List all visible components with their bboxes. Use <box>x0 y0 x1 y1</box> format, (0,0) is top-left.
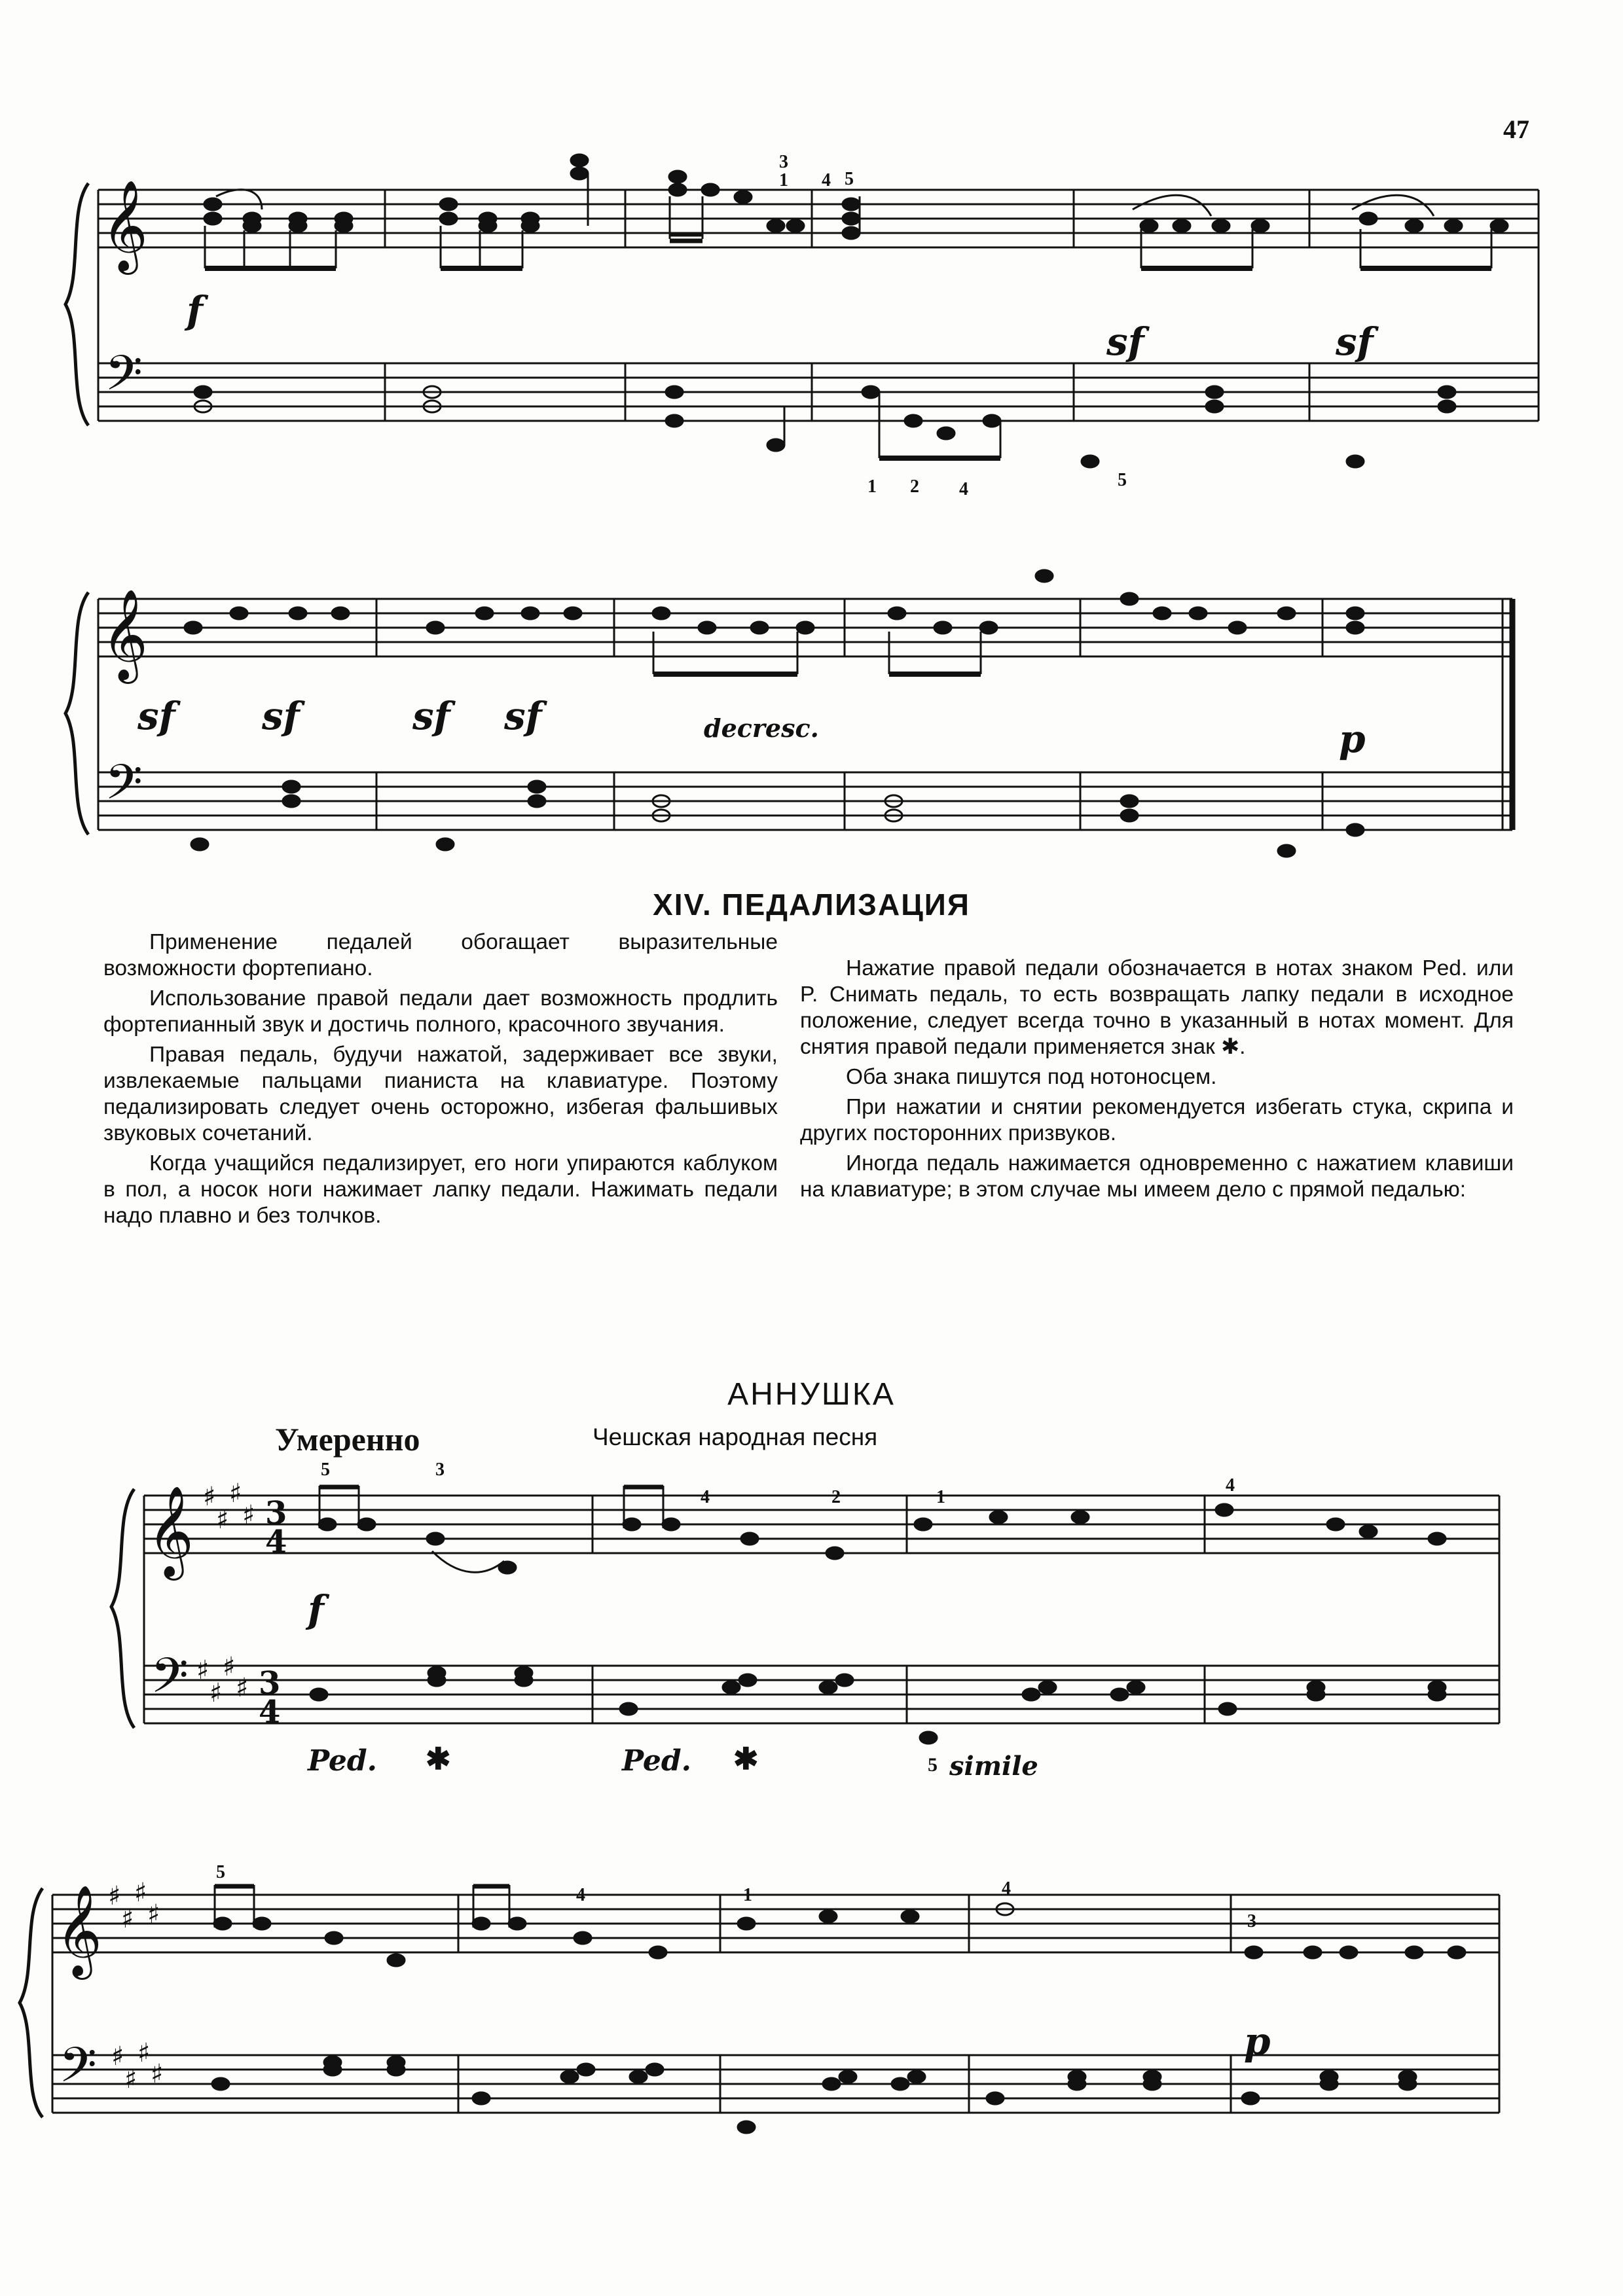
left-column <box>103 929 778 1233</box>
decresc-mark: decresc. <box>704 713 819 743</box>
treble-staff-4 <box>52 1895 1499 1952</box>
svg-text:♯: ♯ <box>151 2059 164 2089</box>
svg-text:♯: ♯ <box>124 2064 137 2094</box>
svg-text:♯: ♯ <box>196 1655 210 1685</box>
bass-staff-3 <box>144 1666 1499 1723</box>
paragraph: Правая педаль, будучи нажатой, задерживает все звуки, извлекаемые пальцами пианиста на клавиатуре. Поэтому педализировать следует очень осторожно, избегая фальшивых звуковых сочетаний. <box>103 1043 778 1145</box>
paragraph: Иногда педаль нажимается одновременно с нажатием клавиши на клавиатуре; в этом случае мы имеем дело с прямой педалью: <box>800 1151 1514 1202</box>
tempo-marking: Умеренно <box>275 1421 420 1458</box>
treble-clef-icon: 𝄞 <box>101 180 148 271</box>
dynamic-mark: p <box>1244 2019 1271 2064</box>
svg-text:3: 3 <box>265 1495 287 1532</box>
bass-clef-icon: 𝄢 <box>105 754 143 823</box>
bass-staff-2 <box>98 772 1512 830</box>
paragraph: Нажатие правой педали обозначается в нотах знаком Ped. или P. Снимать педаль, то есть возвращать лапку педали в исходное положение, следует всегда точно в указанный в нотах момент. Для снятия правой педали применяется знак ✱. <box>800 956 1514 1059</box>
fingering: 3 <box>435 1460 445 1480</box>
fingering: 4 <box>1226 1475 1235 1496</box>
paragraph: Использование правой педали дает возможность продлить фортепианный звук и достичь полного, красочного звучания. <box>103 986 778 1037</box>
dynamic-mark: f <box>308 1587 324 1632</box>
bass-clef-icon: 𝄢 <box>59 2037 97 2106</box>
dynamic-mark: p <box>1339 717 1366 761</box>
fingering: 1 <box>743 1885 752 1905</box>
svg-text:♯: ♯ <box>223 1652 236 1682</box>
pedal-release-icon: ✱ <box>733 1742 759 1776</box>
fingering: 4 <box>959 479 968 499</box>
section-title: XIV. ПЕДАЛИЗАЦИЯ <box>653 888 970 922</box>
dynamic-mark: f <box>187 288 203 332</box>
svg-text:♯: ♯ <box>242 1500 255 1530</box>
treble-clef-icon: 𝄞 <box>101 589 148 680</box>
paragraph: Оба знака пишутся под нотоносцем. <box>846 1065 1217 1089</box>
bass-clef-icon: 𝄢 <box>151 1647 189 1716</box>
svg-text:♯: ♯ <box>203 1482 216 1512</box>
svg-text:♯: ♯ <box>108 1881 121 1911</box>
fingering: 5 <box>928 1754 938 1776</box>
svg-text:♯: ♯ <box>236 1673 249 1703</box>
treble-clef-icon: 𝄞 <box>147 1486 194 1577</box>
song-title: АННУШКА <box>727 1377 896 1412</box>
treble-staff-2 <box>98 599 1512 656</box>
paragraph: Когда учащийся педализирует, его ноги упираются каблуком в пол, а носок ноги нажимает лапку педали. Нажимать педали надо плавно и без толчков. <box>103 1151 778 1228</box>
right-column <box>800 956 1514 1207</box>
fingering: 4 <box>822 170 831 190</box>
fingering: 5 <box>1118 470 1127 490</box>
fingering: 4 <box>576 1885 585 1905</box>
svg-text:♯: ♯ <box>216 1505 229 1535</box>
fingering: 5 <box>321 1460 330 1480</box>
fingering: 1 <box>936 1487 945 1507</box>
page-number: 47 <box>1503 115 1529 144</box>
fingering: 4 <box>1002 1878 1011 1899</box>
svg-text:4: 4 <box>259 1694 281 1731</box>
fingering: 1 <box>779 170 788 190</box>
fingering: 2 <box>910 476 919 497</box>
svg-text:3: 3 <box>259 1665 281 1702</box>
svg-text:♯: ♯ <box>147 1899 160 1929</box>
fingering: 5 <box>216 1862 225 1882</box>
simile-mark: simile <box>949 1751 1038 1782</box>
dynamic-mark: sf <box>1106 319 1144 364</box>
bass-staff-1 <box>98 363 1539 421</box>
fingering: 3 <box>779 152 788 172</box>
pedal-mark: Ped. <box>308 1744 377 1778</box>
fingering: 1 <box>867 476 877 497</box>
paragraph: Применение педалей обогащает выразительные возможности фортепиано. <box>103 930 778 980</box>
svg-text:♯: ♯ <box>134 1878 147 1908</box>
svg-text:♯: ♯ <box>121 1904 134 1934</box>
treble-staff-1 <box>98 190 1539 247</box>
svg-text:♯: ♯ <box>210 1678 223 1708</box>
dynamic-mark: sf <box>137 694 175 738</box>
fingering: 5 <box>845 169 854 189</box>
svg-text:♯: ♯ <box>137 2038 151 2068</box>
dynamic-mark: sf <box>1336 319 1374 364</box>
bass-staff-4 <box>52 2055 1499 2113</box>
song-subtitle: Чешская народная песня <box>593 1424 878 1450</box>
fingering: 4 <box>701 1487 710 1507</box>
svg-text:♯: ♯ <box>111 2041 124 2072</box>
treble-staff-3 <box>144 1496 1499 1553</box>
dynamic-mark: sf <box>262 694 300 738</box>
treble-clef-icon: 𝄞 <box>56 1885 102 1976</box>
pedal-release-icon: ✱ <box>426 1742 451 1776</box>
svg-text:4: 4 <box>265 1524 287 1560</box>
pedal-mark: Ped. <box>622 1744 691 1778</box>
bass-clef-icon: 𝄢 <box>105 345 143 414</box>
dynamic-mark: sf <box>412 694 450 738</box>
paragraph: При нажатии и снятии рекомендуется избегать стука, скрипа и других посторонних призвуков. <box>800 1095 1514 1145</box>
fingering: 3 <box>1247 1911 1256 1931</box>
dynamic-mark: sf <box>504 694 542 738</box>
svg-text:♯: ♯ <box>229 1479 242 1509</box>
fingering: 2 <box>831 1487 841 1507</box>
